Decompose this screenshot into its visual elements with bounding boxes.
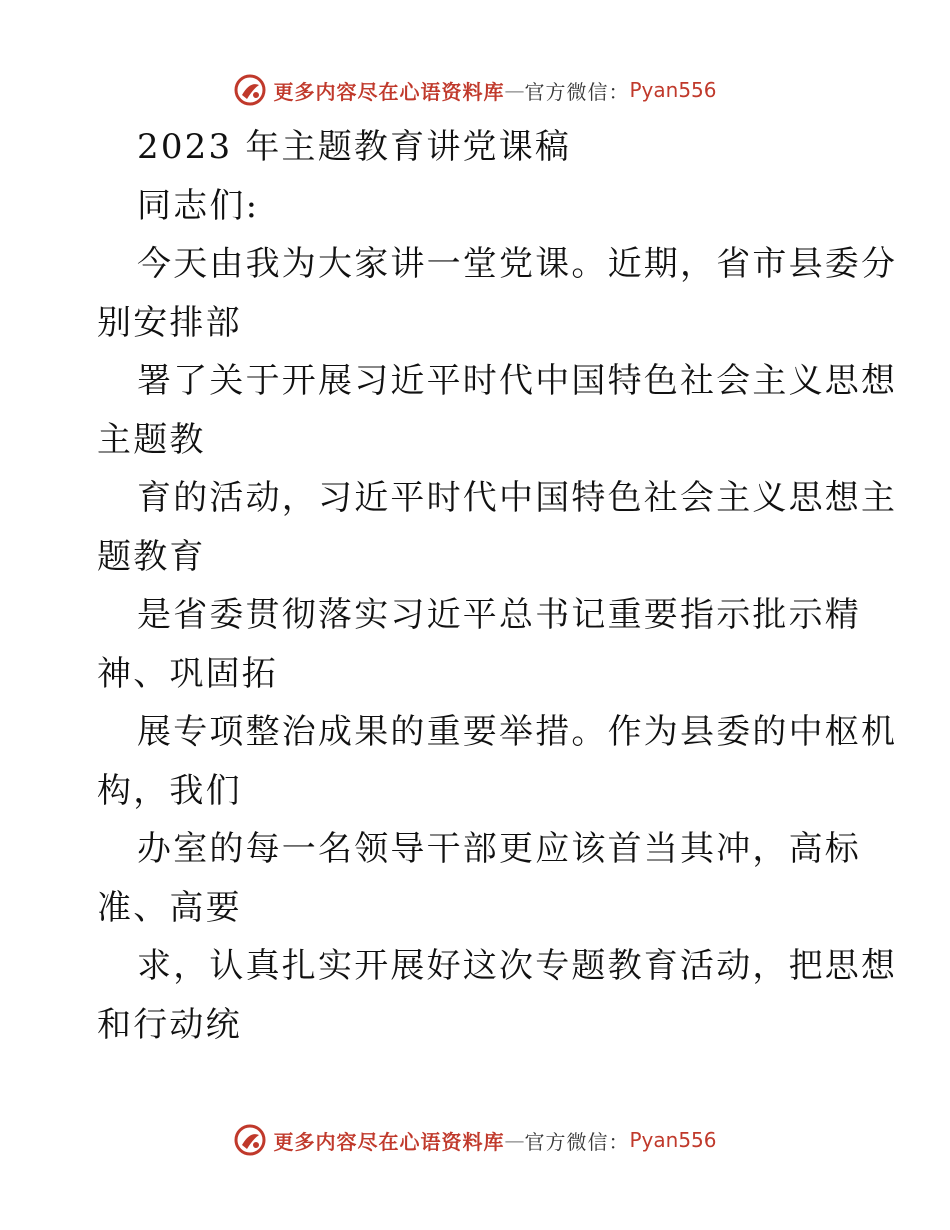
paragraph-line: 是省委贯彻落实习近平总书记重要指示批示精 bbox=[137, 595, 861, 635]
greeting: 同志们: bbox=[137, 185, 260, 226]
watermark-brand: 更多内容尽在心语资料库 bbox=[273, 1129, 505, 1154]
document-body bbox=[97, 118, 898, 1054]
watermark-wechat-id: Pyan556 bbox=[629, 1128, 717, 1152]
header-watermark bbox=[0, 70, 950, 110]
brand-logo-icon bbox=[233, 73, 267, 107]
paragraph-line: 育的活动，习近平时代中国特色社会主义思想主 bbox=[137, 478, 898, 518]
paragraph-line: 展专项整治成果的重要举措。作为县委的中枢机 bbox=[137, 712, 898, 752]
paragraph-line: 神、巩固拓 bbox=[97, 653, 278, 694]
paragraph-line: 准、高要 bbox=[97, 887, 242, 928]
paragraph-line: 主题教 bbox=[97, 419, 206, 460]
paragraph-line: 今天由我为大家讲一堂党课。近期，省市县委分 bbox=[137, 244, 898, 284]
watermark-brand: 更多内容尽在心语资料库 bbox=[273, 79, 505, 104]
watermark-separator: — bbox=[504, 78, 525, 102]
document-title: 2023 年主题教育讲党课稿 bbox=[137, 127, 572, 167]
brand-logo-icon bbox=[233, 1123, 267, 1157]
watermark-separator: — bbox=[504, 1128, 525, 1152]
paragraph-line: 题教育 bbox=[97, 536, 206, 577]
watermark-official-label: 官方微信： bbox=[524, 1129, 630, 1154]
paragraph-line: 构，我们 bbox=[97, 770, 242, 811]
watermark-official-label: 官方微信： bbox=[524, 79, 630, 104]
paragraph-line: 和行动统 bbox=[97, 1004, 242, 1045]
paragraph-line: 求，认真扎实开展好这次专题教育活动，把思想 bbox=[137, 946, 898, 986]
footer-watermark bbox=[0, 1120, 950, 1160]
watermark-wechat-id: Pyan556 bbox=[629, 78, 717, 102]
paragraph-line: 办室的每一名领导干部更应该首当其冲，高标 bbox=[137, 829, 861, 869]
paragraph-line: 别安排部 bbox=[97, 302, 242, 343]
paragraph-line: 署了关于开展习近平时代中国特色社会主义思想 bbox=[137, 361, 898, 401]
